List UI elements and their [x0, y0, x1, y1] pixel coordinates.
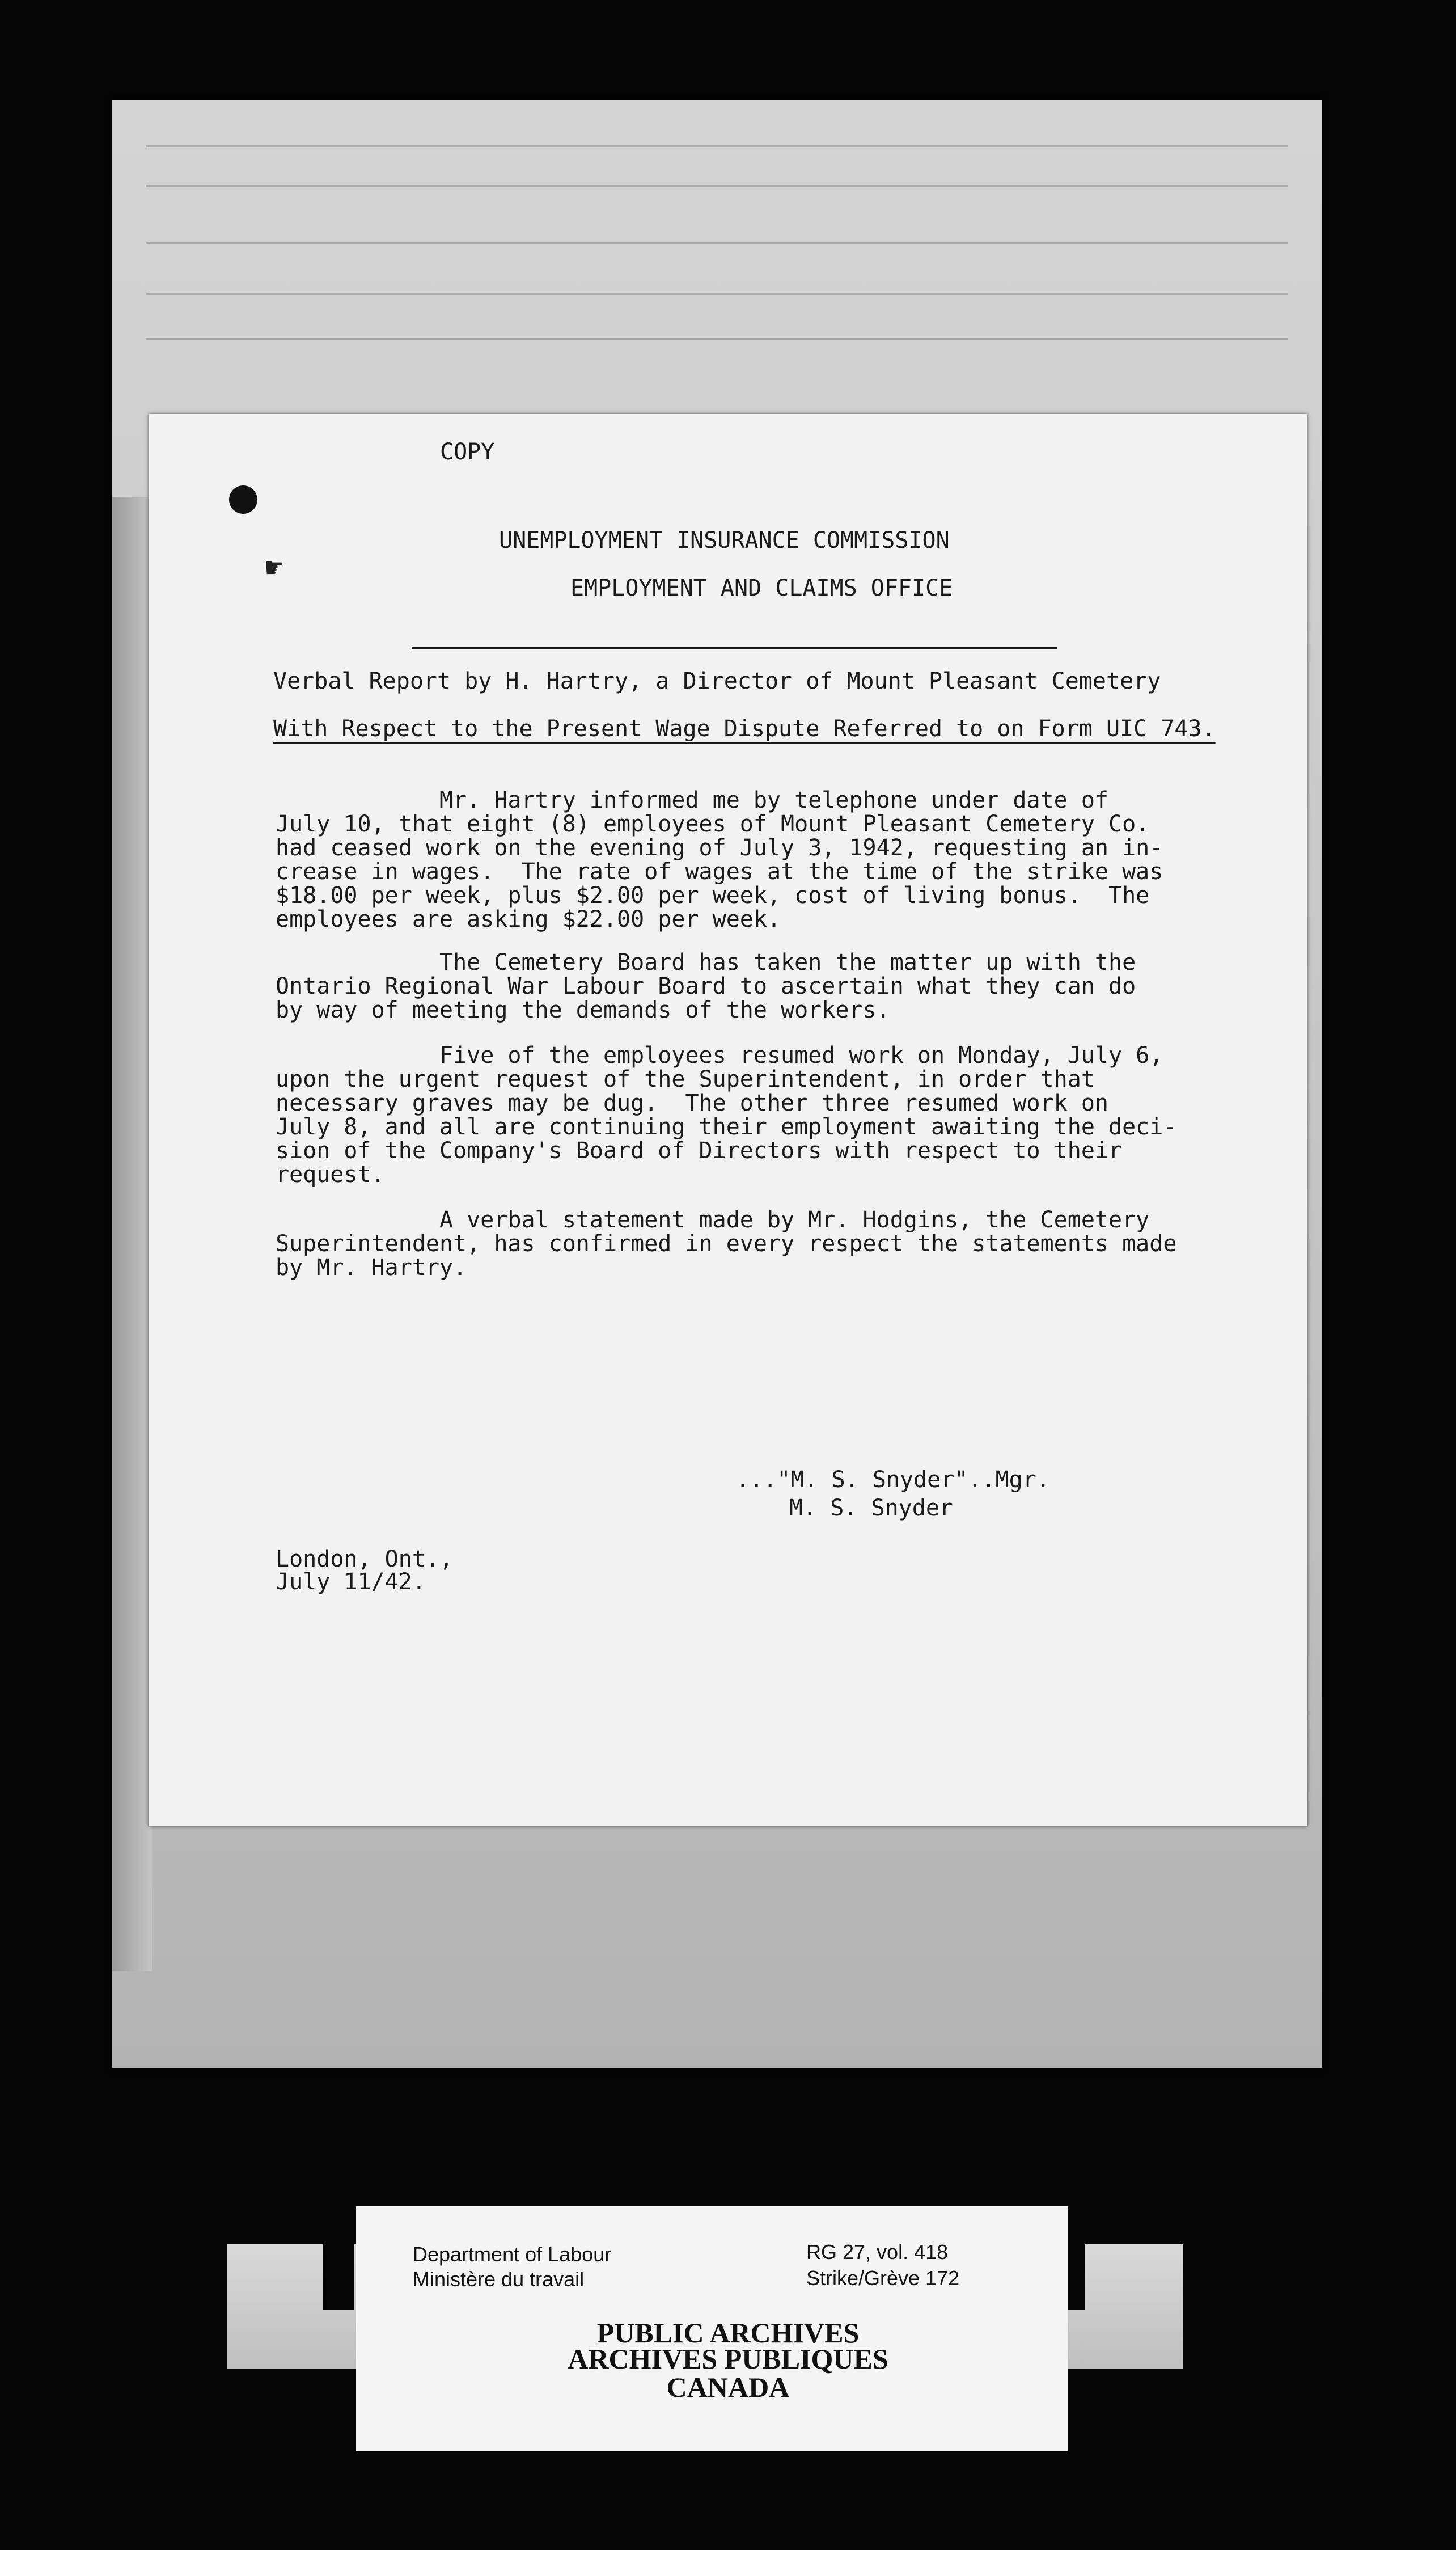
department-en: Department of Labour	[413, 2243, 612, 2266]
sheet-rule	[146, 242, 1288, 244]
sheet-rule	[146, 185, 1288, 187]
paragraph: A verbal statement made by Mr. Hodgins, the Cemetery Superintendent, has confirmed in every respect the statements made by Mr. Hartry.	[276, 1207, 1177, 1281]
paragraph: Five of the employees resumed work on Monday, July 6, upon the urgent request of the Superintendent, in order that necessary graves may be dug. The other three resumed work on July 8, and all are continuing their employment awaiting the deci- sion of the Company's Board of Directors with respect to their request.	[276, 1042, 1177, 1188]
sheet-edge	[112, 497, 152, 1971]
date-line: July 11/42.	[276, 1569, 426, 1595]
paragraph: Mr. Hartry informed me by telephone under date of July 10, that eight (8) employees of Mount Pleasant Cemetery Co. had ceased work on the evening of July 3, 1942, requesting an in- crease in wages. The rate of wages at the time of the strike was $18.00 per week, plus $2.00 per week, cost of living bonus. The employees are asking $22.00 per week.	[276, 787, 1163, 932]
report-subtitle: With Respect to the Present Wage Dispute Referred to on Form UIC 743.	[273, 716, 1216, 742]
office-subheading: EMPLOYMENT AND CLAIMS OFFICE	[570, 575, 953, 601]
signature-line: ..."M. S. Snyder"..Mgr.	[736, 1467, 1050, 1493]
paragraph: The Cemetery Board has taken the matter up with the Ontario Regional War Labour Board to ascertain what they can do by way of meeting the demands of the workers.	[276, 949, 1136, 1023]
signature-name: M. S. Snyder	[789, 1495, 953, 1521]
punch-hole	[229, 485, 257, 514]
strike-number: Strike/Grève 172	[806, 2266, 960, 2290]
archive-stamp-line: CANADA	[666, 2371, 790, 2403]
pen-mark-icon: ☛	[265, 551, 283, 585]
report-title: Verbal Report by H. Hartry, a Director of Mount Pleasant Cemetery	[273, 668, 1161, 694]
sheet-rule	[146, 293, 1288, 295]
copy-label: COPY	[440, 439, 495, 465]
sheet-rule	[146, 338, 1288, 340]
office-heading: UNEMPLOYMENT INSURANCE COMMISSION	[499, 527, 950, 554]
department-fr: Ministère du travail	[413, 2268, 585, 2291]
archive-stamp-line: PUBLIC ARCHIVES	[596, 2317, 860, 2349]
sheet-rule	[146, 145, 1288, 147]
place-line: London, Ont.,	[276, 1546, 454, 1572]
heading-divider	[412, 647, 1057, 649]
archive-stamp-line: ARCHIVES PUBLIQUES	[568, 2343, 888, 2375]
record-group-reference: RG 27, vol. 418	[806, 2240, 949, 2264]
tab-gap	[323, 2244, 354, 2310]
